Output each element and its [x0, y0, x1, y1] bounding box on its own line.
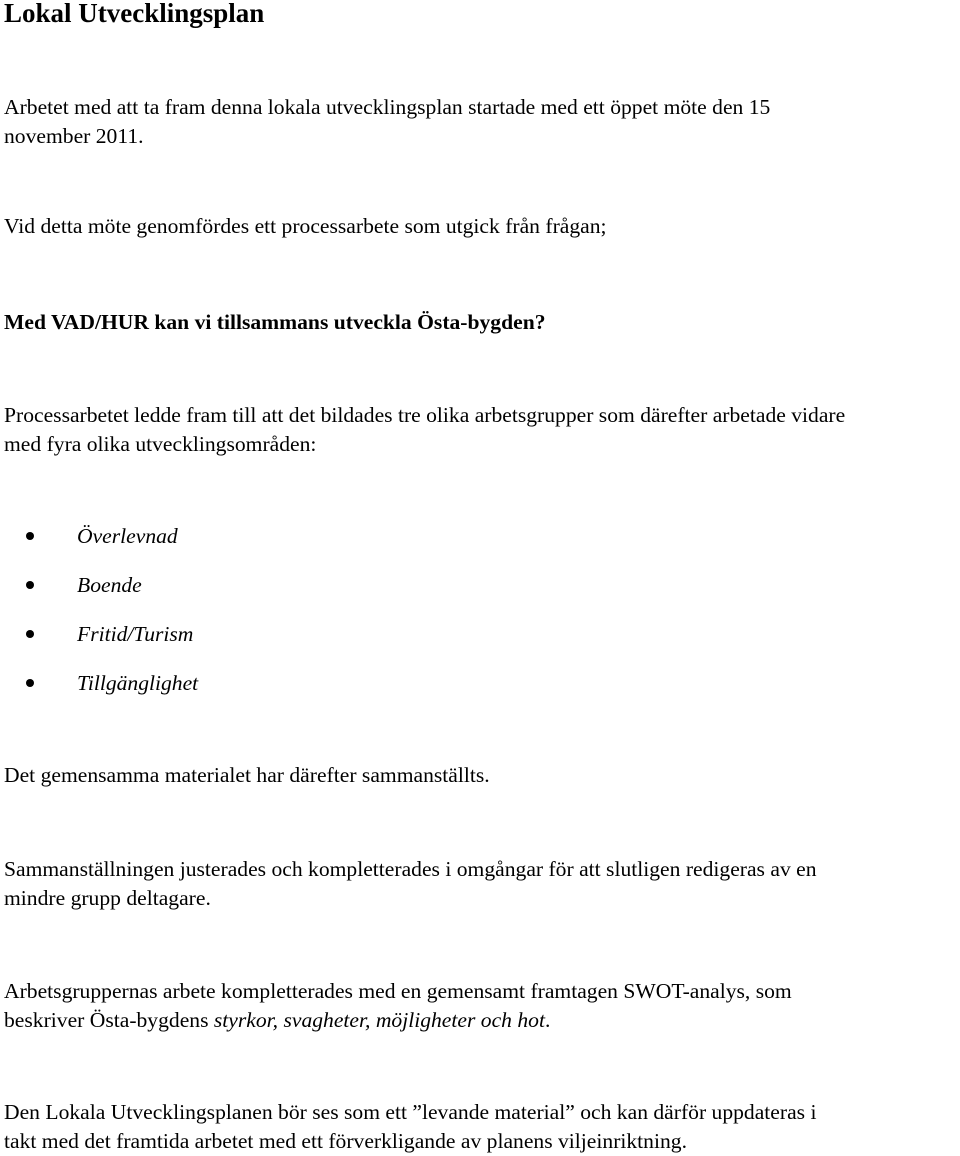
compilation-line: Det gemensamma materialet har därefter sammanställts.: [4, 763, 490, 787]
swot-line-2-end: .: [544, 1008, 551, 1032]
process-intro-line: Vid detta möte genomfördes ett processarbete som utgick från frågan;: [4, 214, 607, 238]
compilation-paragraph: [4, 761, 956, 790]
bullet-icon: [26, 679, 34, 687]
workgroups-paragraph: [4, 401, 956, 459]
revision-line-2: mindre grupp deltagare.: [4, 886, 211, 910]
swot-line-2: [4, 1006, 956, 1035]
bullet-icon: [26, 630, 34, 638]
guiding-question: [4, 308, 956, 337]
process-intro-paragraph: [4, 212, 956, 241]
revision-paragraph: [4, 855, 956, 913]
living-document-paragraph: [4, 1098, 956, 1156]
swot-paragraph: [4, 977, 956, 1035]
swot-line-1: Arbetsgruppernas arbete kompletterades med en gemensamt framtagen SWOT-analys, som: [4, 979, 792, 1003]
swot-terms: styrkor, svagheter, möjligheter och hot: [213, 1008, 545, 1032]
swot-line-2-start: beskriver Östa-bygdens: [4, 1008, 214, 1032]
workgroups-line-2: med fyra olika utvecklingsområden:: [4, 432, 317, 456]
living-document-line-2: takt med det framtida arbetet med ett förverkligande av planens viljeinriktning.: [4, 1129, 687, 1153]
intro-paragraph: [4, 93, 956, 151]
list-item-label: Överlevnad: [77, 524, 178, 548]
bullet-icon: [26, 581, 34, 589]
page-title: Lokal Utvecklingsplan: [4, 0, 265, 28]
living-document-line-1: Den Lokala Utvecklingsplanen bör ses som ett ”levande material” och kan därför uppdateras i: [4, 1100, 817, 1124]
workgroups-line-1: Processarbetet ledde fram till att det bildades tre olika arbetsgrupper som därefter arbetade vidare: [4, 403, 846, 427]
list-item-label: Fritid/Turism: [77, 622, 194, 646]
list-item-label: Tillgänglighet: [77, 671, 199, 695]
revision-line-1: Sammanställningen justerades och kompletterades i omgångar för att slutligen redigeras av en: [4, 857, 817, 881]
list-item-label: Boende: [77, 573, 142, 597]
guiding-question-text: Med VAD/HUR kan vi tillsammans utveckla Östa-bygden?: [4, 310, 546, 334]
intro-line-1: Arbetet med att ta fram denna lokala utvecklingsplan startade med ett öppet möte den 15: [4, 95, 771, 119]
intro-line-2: november 2011.: [4, 124, 144, 148]
bullet-icon: [26, 532, 34, 540]
